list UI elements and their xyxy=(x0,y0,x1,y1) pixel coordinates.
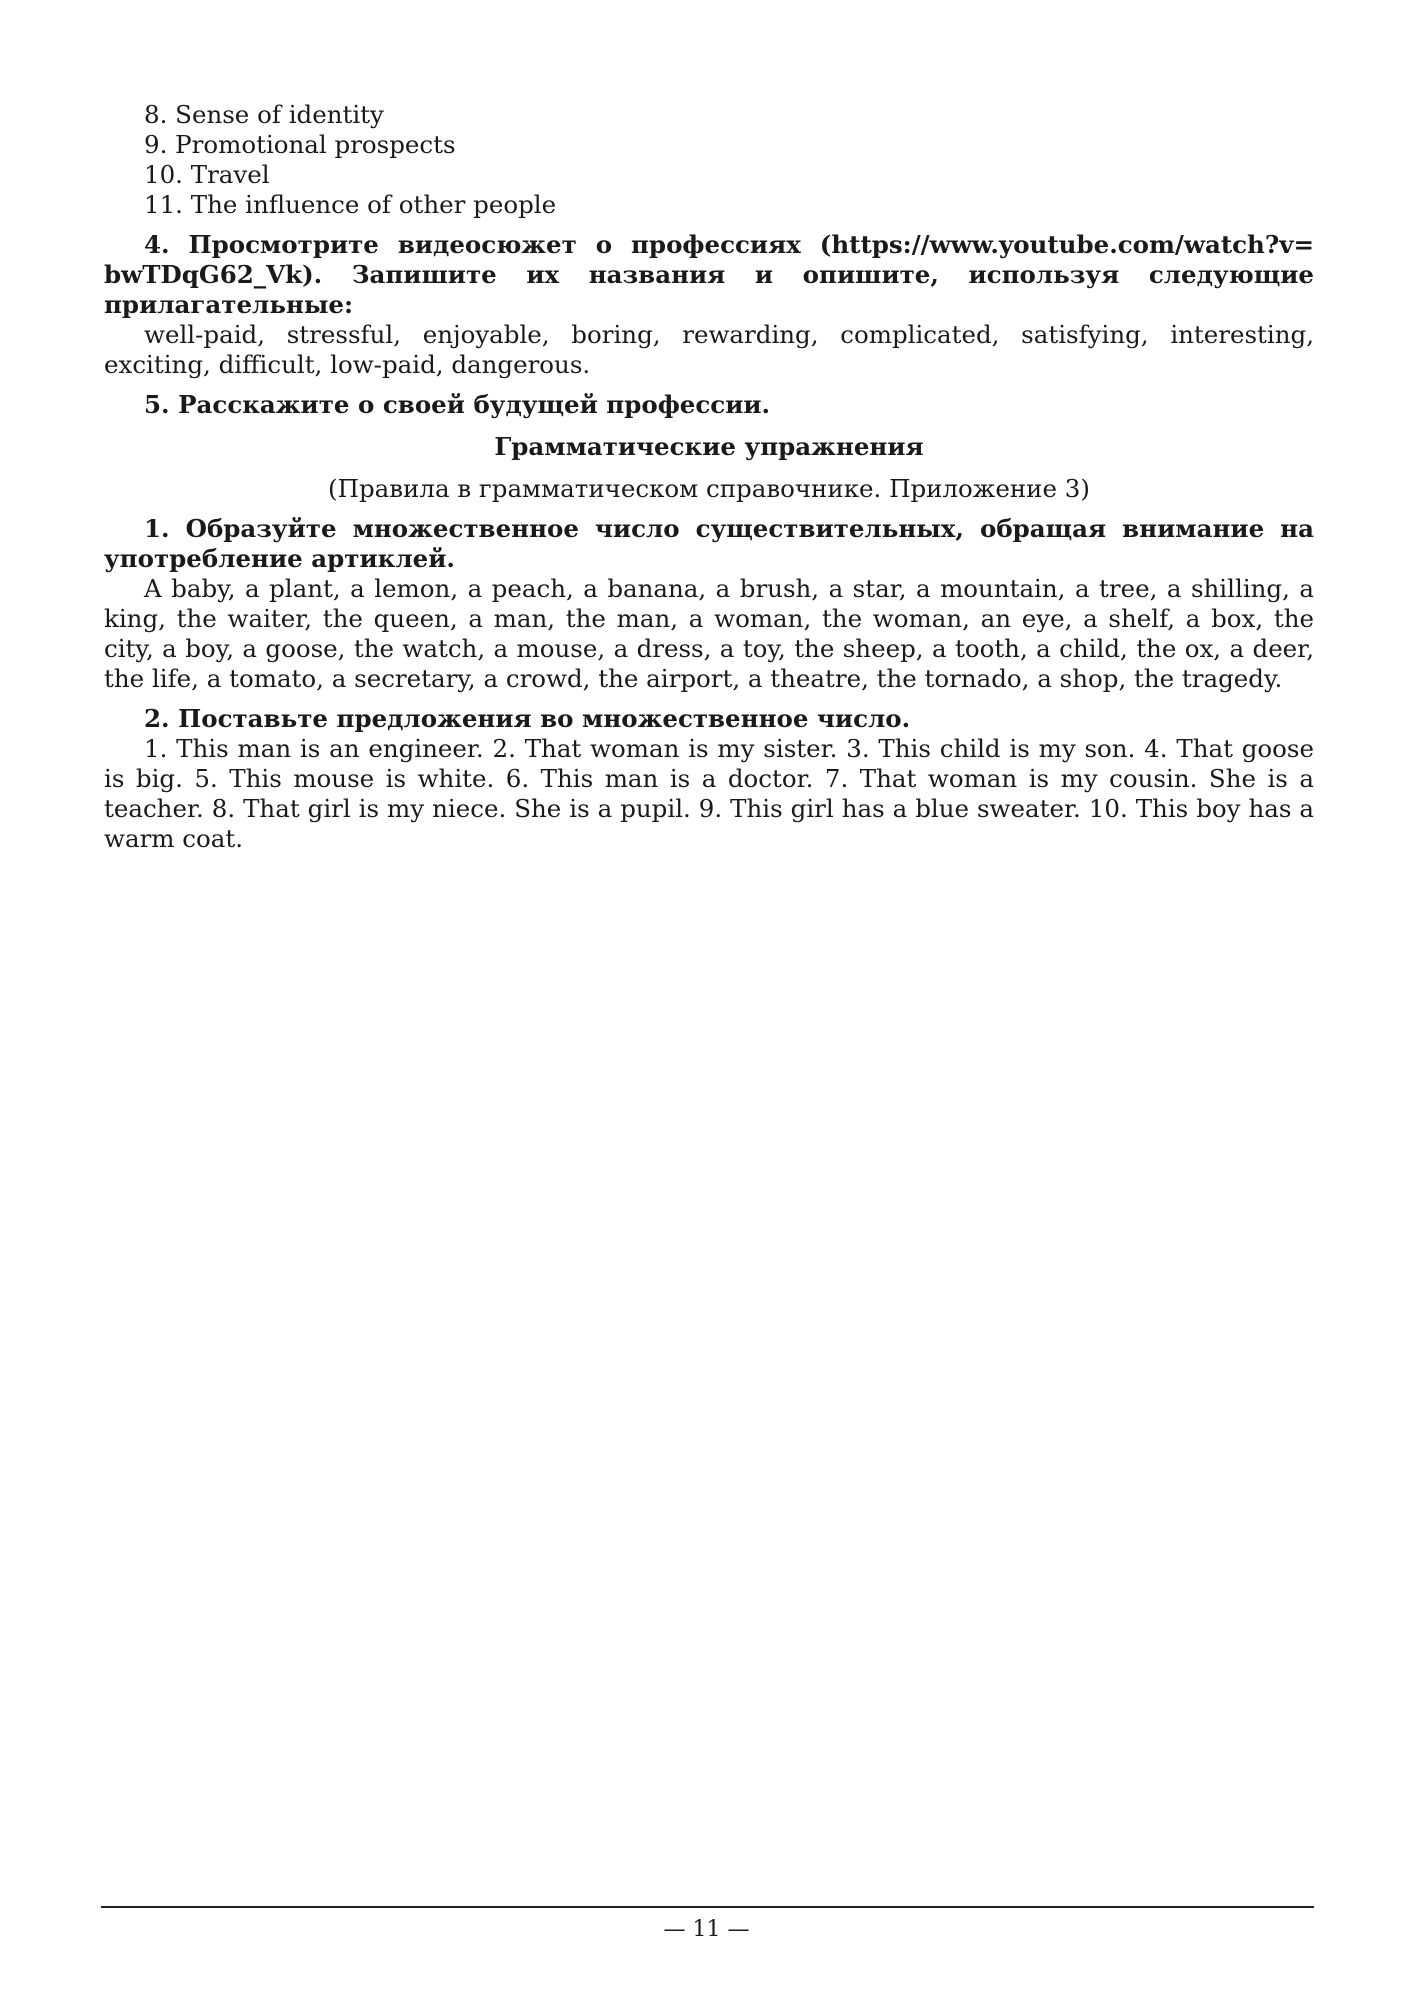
grammar-exercise-1-body: A baby, a plant, a lemon, a peach, a banana, a brush, a star, a mountain, a tree, a shilling, a king, the waiter, the queen, a man, the man, a woman, the woman, an eye, a shelf, a box, the city, a boy, a goose, the watch, a mouse, a dress, a toy, the sheep, a tooth, a child, the ox, a deer, the life, a tomato, a secretary, a crowd, the airport, a theatre, the tornado, a shop, the tragedy. xyxy=(104,574,1314,693)
list-item: 8. Sense of identity xyxy=(144,100,384,129)
page-number: — 11 — xyxy=(663,1917,750,1942)
task-4-heading: 4. Просмотрите видеосюжет о профессиях (https://www.youtube.com/watch?v= bwTDqG62_Vk). Запишите их названия и опишите, используя следующие прилагательные: xyxy=(104,230,1314,319)
task-5 xyxy=(104,390,1314,420)
grammar-exercise-1-heading: 1. Образуйте множественное число существительных, обращая внимание на употребление артиклей. xyxy=(104,514,1314,573)
grammar-exercise-2-heading: 2. Поставьте предложения во множественное число. xyxy=(144,704,911,733)
factor-list xyxy=(104,100,1314,220)
section-subtitle: (Правила в грамматическом справочнике. Приложение 3) xyxy=(328,474,1090,503)
list-item: 11. The influence of other people xyxy=(144,190,557,219)
list-item: 10. Travel xyxy=(144,160,270,189)
task-4 xyxy=(104,230,1314,380)
section-title: Грамматические упражнения xyxy=(494,432,924,461)
task-4-adjectives: well-paid, stressful, enjoyable, boring, rewarding, complicated, satisfying, interesting, exciting, difficult, low-paid, dangerous. xyxy=(104,320,1314,379)
list-item: 9. Promotional prospects xyxy=(144,130,456,159)
footer-divider xyxy=(101,1906,1314,1908)
grammar-exercise-1 xyxy=(104,514,1314,694)
page-content xyxy=(104,100,1314,854)
grammar-exercise-2 xyxy=(104,704,1314,854)
grammar-exercise-2-body: 1. This man is an engineer. 2. That woman is my sister. 3. This child is my son. 4. That goose is big. 5. This mouse is white. 6. This man is a doctor. 7. That woman is my cousin. She is a teacher. 8. That girl is my niece. She is a pupil. 9. This girl has a blue sweater. 10. This boy has a warm coat. xyxy=(104,734,1314,853)
task-5-heading: 5. Расскажите о своей будущей профессии. xyxy=(144,390,771,419)
